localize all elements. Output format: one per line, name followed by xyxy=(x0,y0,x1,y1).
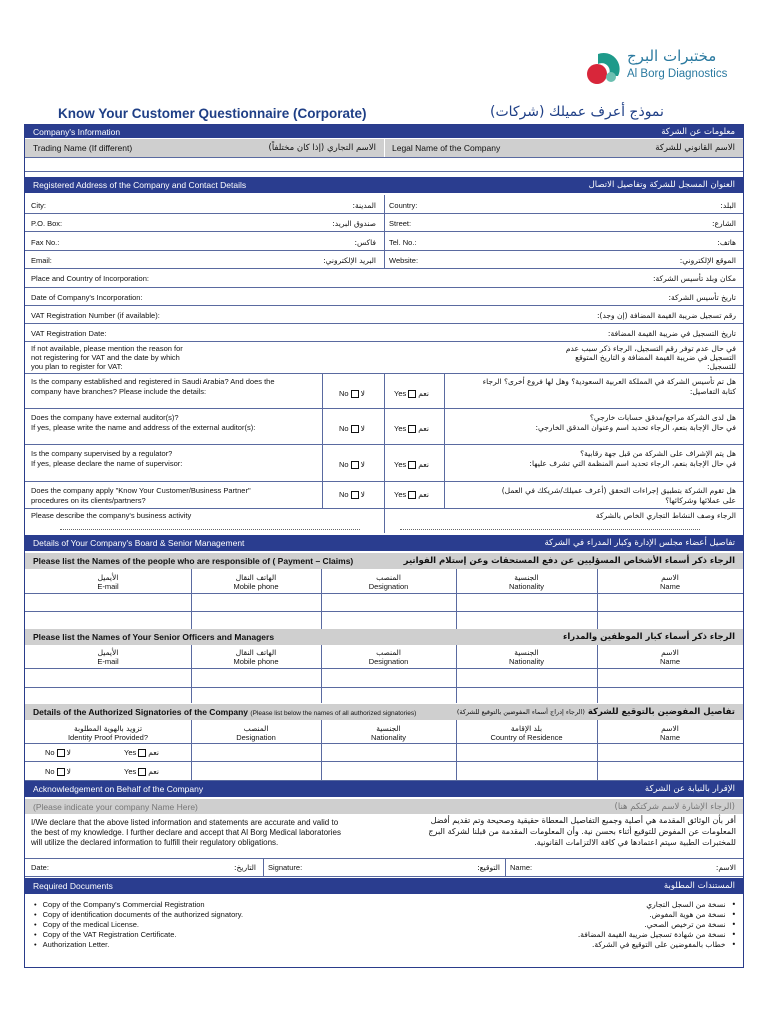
fax-label-ar: فاكس: xyxy=(354,238,376,247)
sig2-no-option[interactable]: No لا xyxy=(45,767,71,776)
declaration-text-en: I/We declare that the above listed information and statements are accurate and valid to the best of my knowledge. I further declare and accept that Al Borg Medical laboratories will utilize the declared information to fulfill their regulatory obligations. xyxy=(31,818,341,847)
company-name-placeholder-ar[interactable]: (الرجاء الإشارة لاسم شركتكم هنا) xyxy=(614,801,735,812)
vat-reason-label-ar-3: للتسجيل: xyxy=(706,362,736,371)
tel-label-ar: هاتف: xyxy=(717,238,736,247)
brand-name-english: Al Borg Diagnostics xyxy=(627,68,728,80)
website-label: Website: xyxy=(389,256,419,265)
payment-contacts-title: Please list the Names of the people who are responsible of ( Payment – Claims) xyxy=(33,556,354,566)
q1-yes-checkbox[interactable] xyxy=(408,390,416,398)
list-item: • نسخة من هوية المفوض. xyxy=(470,910,736,920)
question-3-line-1: Is the company supervised by a regulator? xyxy=(31,449,173,458)
vat-reason-label-ar-2: التسجيل في ضريبة القيمة المضافة و التاريخ المتوقع xyxy=(575,353,736,362)
section-title-en: Details of Your Company's Board & Senior Management xyxy=(33,538,245,548)
street-label-ar: الشارع: xyxy=(712,219,736,228)
question-1-ar-line-1: هل تم تأسيس الشركة في المملكة العربية السعودية؟ وهل لها فروع أخرى؟ الرجاء xyxy=(482,377,736,386)
email-label-ar: البريد الإلكتروني: xyxy=(323,256,376,265)
vat-reason-label-3: you plan to register for VAT: xyxy=(31,362,123,371)
q4-no-option[interactable]: No لا xyxy=(339,490,365,499)
section-title-ar: الإقرار بالنيابة عن الشركة xyxy=(644,784,735,794)
question-4-ar-line-2: على عملائها وشركائها؟ xyxy=(665,496,736,505)
list-item: • نسخة من شهادة تسجيل ضريبة القيمة المضافة. xyxy=(470,930,736,940)
q1-no-option[interactable]: No لا xyxy=(339,389,365,398)
sig2-yes-option[interactable]: Yes نعم xyxy=(124,767,159,776)
list-item: • نسخة من السجل التجاري xyxy=(470,900,736,910)
col-nationality: الجنسية Nationality xyxy=(370,724,407,742)
col-name: الاسم Name xyxy=(659,724,680,742)
signatories-note-ar: (الرجاء إدراج أسماء المفوضين بالتوقيع للشركة) xyxy=(456,708,585,716)
q1-no-checkbox[interactable] xyxy=(351,390,359,398)
signatories-title: Details of the Authorized Signatories of the Company xyxy=(33,707,249,717)
col-mobile: الهاتف النقال Mobile phone xyxy=(233,648,279,666)
vat-reason-label-ar-1: في حال عدم توفر رقم التسجيل، الرجاء ذكر سبب عدم xyxy=(565,344,736,353)
section-title-ar: العنوان المسجل للشركة وتفاصيل الاتصال xyxy=(588,180,735,190)
signatories-note: (Please list below the names of all authorized signatories) xyxy=(250,710,417,717)
vat-date-label: VAT Registration Date: xyxy=(31,329,107,338)
q3-no-checkbox[interactable] xyxy=(351,461,359,469)
signatories-header xyxy=(25,704,743,720)
list-item: • Copy of the medical License. xyxy=(34,920,243,930)
question-4-ar-line-1: هل تقوم الشركة بتطبيق إجراءات التحقق (أعرف عميلك/شريكك في العمل) xyxy=(501,486,736,495)
col-designation: المنصب Designation xyxy=(368,648,409,666)
question-3-ar-line-2: في حال الإجابة بنعم، الرجاء تحديد اسم المنظمة التي تشرف عليها: xyxy=(529,459,736,468)
section-title-en: Acknowledgement on Behalf of the Company xyxy=(33,784,204,794)
company-name-placeholder-row[interactable] xyxy=(25,799,743,814)
section-title-ar: تفاصيل أعضاء مجلس الإدارة وكبار المدراء في الشركة xyxy=(544,538,735,548)
section-header-acknowledgement xyxy=(25,781,743,797)
legal-name-label: Legal Name of the Company xyxy=(392,143,501,153)
business-activity-field[interactable] xyxy=(60,529,360,530)
list-item: • نسخة من ترخيص الصحي. xyxy=(470,920,736,930)
question-2-ar-line-2: في حال الإجابة بنعم، الرجاء تحديد اسم وعنوان المدقق الخارجي: xyxy=(535,423,736,432)
list-item: • خطاب بالمفوضين على التوقيع في الشركة. xyxy=(470,940,736,950)
question-1-line-2: company have branches? Please include the details: xyxy=(31,387,207,396)
sig1-no-option[interactable]: No لا xyxy=(45,748,71,757)
list-item: • Authorization Letter. xyxy=(34,940,243,950)
q3-yes-option[interactable]: Yes نعم xyxy=(394,460,429,469)
date-label: Date: xyxy=(31,863,49,872)
q4-yes-option[interactable]: Yes نعم xyxy=(394,490,429,499)
country-label-ar: البلد: xyxy=(720,201,736,210)
incorporation-place-label: Place and Country of Incorporation: xyxy=(31,274,149,283)
pobox-label-ar: صندوق البريد: xyxy=(332,219,376,228)
col-designation: المنصب Designation xyxy=(368,573,409,591)
col-name: الاسم Name xyxy=(659,573,680,591)
section-header-board xyxy=(25,535,743,551)
q1-yes-option[interactable]: Yes نعم xyxy=(394,389,429,398)
form-title-arabic: نموذج أعرف عميلك (شركات) xyxy=(490,104,664,120)
signature-label: Signature: xyxy=(268,863,303,872)
vat-date-label-ar: تاريخ التسجيل في ضريبة القيمة المضافة: xyxy=(607,329,736,338)
vat-number-label-ar: رقم تسجيل ضريبة القيمة المضافة (إن وجد): xyxy=(597,311,736,320)
sig2-no-checkbox[interactable] xyxy=(57,768,65,776)
brand-name-arabic: مختبرات البرج xyxy=(627,47,717,65)
company-name-placeholder[interactable]: (Please indicate your company Name Here) xyxy=(33,801,198,812)
date-label-ar: التاريخ: xyxy=(234,863,256,872)
col-nationality: الجنسية Nationality xyxy=(508,648,545,666)
signatories-title-ar: تفاصيل المفوضين بالتوقيع للشركة xyxy=(587,707,735,717)
section-header-documents xyxy=(25,878,743,894)
country-label: Country: xyxy=(389,201,418,210)
section-title-ar: المستندات المطلوبة xyxy=(663,881,735,891)
sig1-no-checkbox[interactable] xyxy=(57,749,65,757)
business-activity-label-ar: الرجاء وصف النشاط التجاري الخاص بالشركة xyxy=(595,511,736,520)
q4-yes-checkbox[interactable] xyxy=(408,491,416,499)
vat-reason-label-1: If not available, please mention the reason for xyxy=(31,344,183,353)
section-title-en: Company's Information xyxy=(33,126,121,137)
signature-label-ar: التوقيع: xyxy=(477,863,500,872)
vat-reason-label-2: not registering for VAT and the date by which xyxy=(31,353,180,362)
sig2-yes-checkbox[interactable] xyxy=(138,768,146,776)
list-item: • Copy of the Company's Commercial Registration xyxy=(34,900,243,910)
sig1-yes-checkbox[interactable] xyxy=(138,749,146,757)
senior-officers-title-ar: الرجاء ذكر أسماء كبار الموظفين والمدراء xyxy=(563,632,735,642)
name-label: Name: xyxy=(510,863,533,872)
question-2-ar-line-1: هل لدى الشركة مراجع/مدقق حسابات خارجي؟ xyxy=(589,413,736,422)
business-activity-label: Please describe the company's business activity xyxy=(31,511,192,520)
senior-officers-header xyxy=(25,629,743,645)
col-country-of-residence: بلد الإقامة Country of Residence xyxy=(490,724,563,742)
section-title-en: Registered Address of the Company and Contact Details xyxy=(33,180,247,190)
question-4-line-1: Does the company apply "Know Your Customer/Business Partner" xyxy=(31,486,251,495)
payment-contacts-title-ar: الرجاء ذكر أسماء الأشخاص المسؤليين عن دفع المستحقات وعن إستلام الفواتير xyxy=(403,556,735,566)
section-header-company-info xyxy=(25,125,743,138)
col-mobile: الهاتف النقال Mobile phone xyxy=(233,573,279,591)
name-label-ar: الاسم: xyxy=(715,863,736,872)
q2-no-checkbox[interactable] xyxy=(351,425,359,433)
website-label-ar: الموقع الإلكتروني: xyxy=(679,256,736,265)
question-1-line-1: Is the company established and registered in Saudi Arabia? And does the xyxy=(31,377,275,386)
incorporation-date-label: Date of Company's Incorporation: xyxy=(31,293,143,302)
question-4-line-2: procedures on its clients/partners? xyxy=(31,496,146,505)
col-name: الاسم Name xyxy=(659,648,680,666)
question-3-ar-line-1: هل يتم الإشراف على الشركة من قبل جهة رقابية؟ xyxy=(580,449,736,458)
q2-yes-option[interactable]: Yes نعم xyxy=(394,424,429,433)
trading-name-label-ar: الاسم التجاري (إذا كان مختلفاً) xyxy=(268,143,376,153)
city-label: City: xyxy=(31,201,46,210)
email-label: Email: xyxy=(31,256,52,265)
sig1-yes-option[interactable]: Yes نعم xyxy=(124,748,159,757)
col-identity-proof: تزويد بالهوية المطلوبة Identity Proof Provided? xyxy=(67,724,149,742)
al-borg-logo-icon xyxy=(584,50,624,86)
incorporation-place-label-ar: مكان وبلد تأسيس الشركة: xyxy=(652,274,736,283)
q2-yes-checkbox[interactable] xyxy=(408,425,416,433)
q2-no-option[interactable]: No لا xyxy=(339,424,365,433)
question-3-line-2: If yes, please declare the name of supervisor: xyxy=(31,459,183,468)
q3-yes-checkbox[interactable] xyxy=(408,461,416,469)
section-header-address xyxy=(25,177,743,193)
question-2-line-1: Does the company have external auditor(s)? xyxy=(31,413,179,422)
required-documents-list xyxy=(34,900,243,950)
legal-name-label-ar: الاسم القانوني للشركة xyxy=(655,143,735,153)
section-title-ar: معلومات عن الشركة xyxy=(661,126,735,137)
col-email: الأيميل E-mail xyxy=(97,573,119,591)
vat-number-label: VAT Registration Number (if available): xyxy=(31,311,160,320)
incorporation-date-label-ar: تاريخ تأسيس الشركة: xyxy=(668,293,736,302)
section-title-en: Required Documents xyxy=(33,881,113,891)
fax-label: Fax No.: xyxy=(31,238,60,247)
list-item: • Copy of identification documents of the authorized signatory. xyxy=(34,910,243,920)
pobox-label: P.O. Box: xyxy=(31,219,63,228)
question-1-ar-line-2: كتابة التفاصيل: xyxy=(689,387,736,396)
declaration-text-ar: أقر بأن الوثائق المقدمة هي أصلية وجميع التفاصيل المعطاة حقيقية وصحيحة وتم تقديم أفضل المعلومات عن المفوض للتوقيع أثناء بحسن نية. وأن المعلومات المقدمة من قبلنا لشركة البرج للمختبرات الطبية سيتم اعتمادها في كافة الالتزامات القانونية. xyxy=(428,816,736,847)
street-label: Street: xyxy=(389,219,412,228)
tel-label: Tel. No.: xyxy=(389,238,417,247)
question-2-line-2: If yes, please write the name and address of the external auditor(s): xyxy=(31,423,256,432)
form-title-english: Know Your Customer Questionnaire (Corporate) xyxy=(58,106,367,121)
q4-no-checkbox[interactable] xyxy=(351,491,359,499)
trading-name-label: Trading Name (If different) xyxy=(33,143,133,153)
senior-officers-title: Please list the Names of Your Senior Officers and Managers xyxy=(33,632,275,642)
required-documents-list-ar xyxy=(470,900,736,950)
payment-contacts-header xyxy=(25,553,743,569)
business-activity-field-ar[interactable] xyxy=(400,529,700,530)
list-item: • Copy of the VAT Registration Certificate. xyxy=(34,930,243,940)
col-designation: المنصب Designation xyxy=(236,724,276,742)
q3-no-option[interactable]: No لا xyxy=(339,460,365,469)
city-label-ar: المدينة: xyxy=(352,201,376,210)
col-nationality: الجنسية Nationality xyxy=(508,573,545,591)
col-email: الأيميل E-mail xyxy=(97,648,119,666)
